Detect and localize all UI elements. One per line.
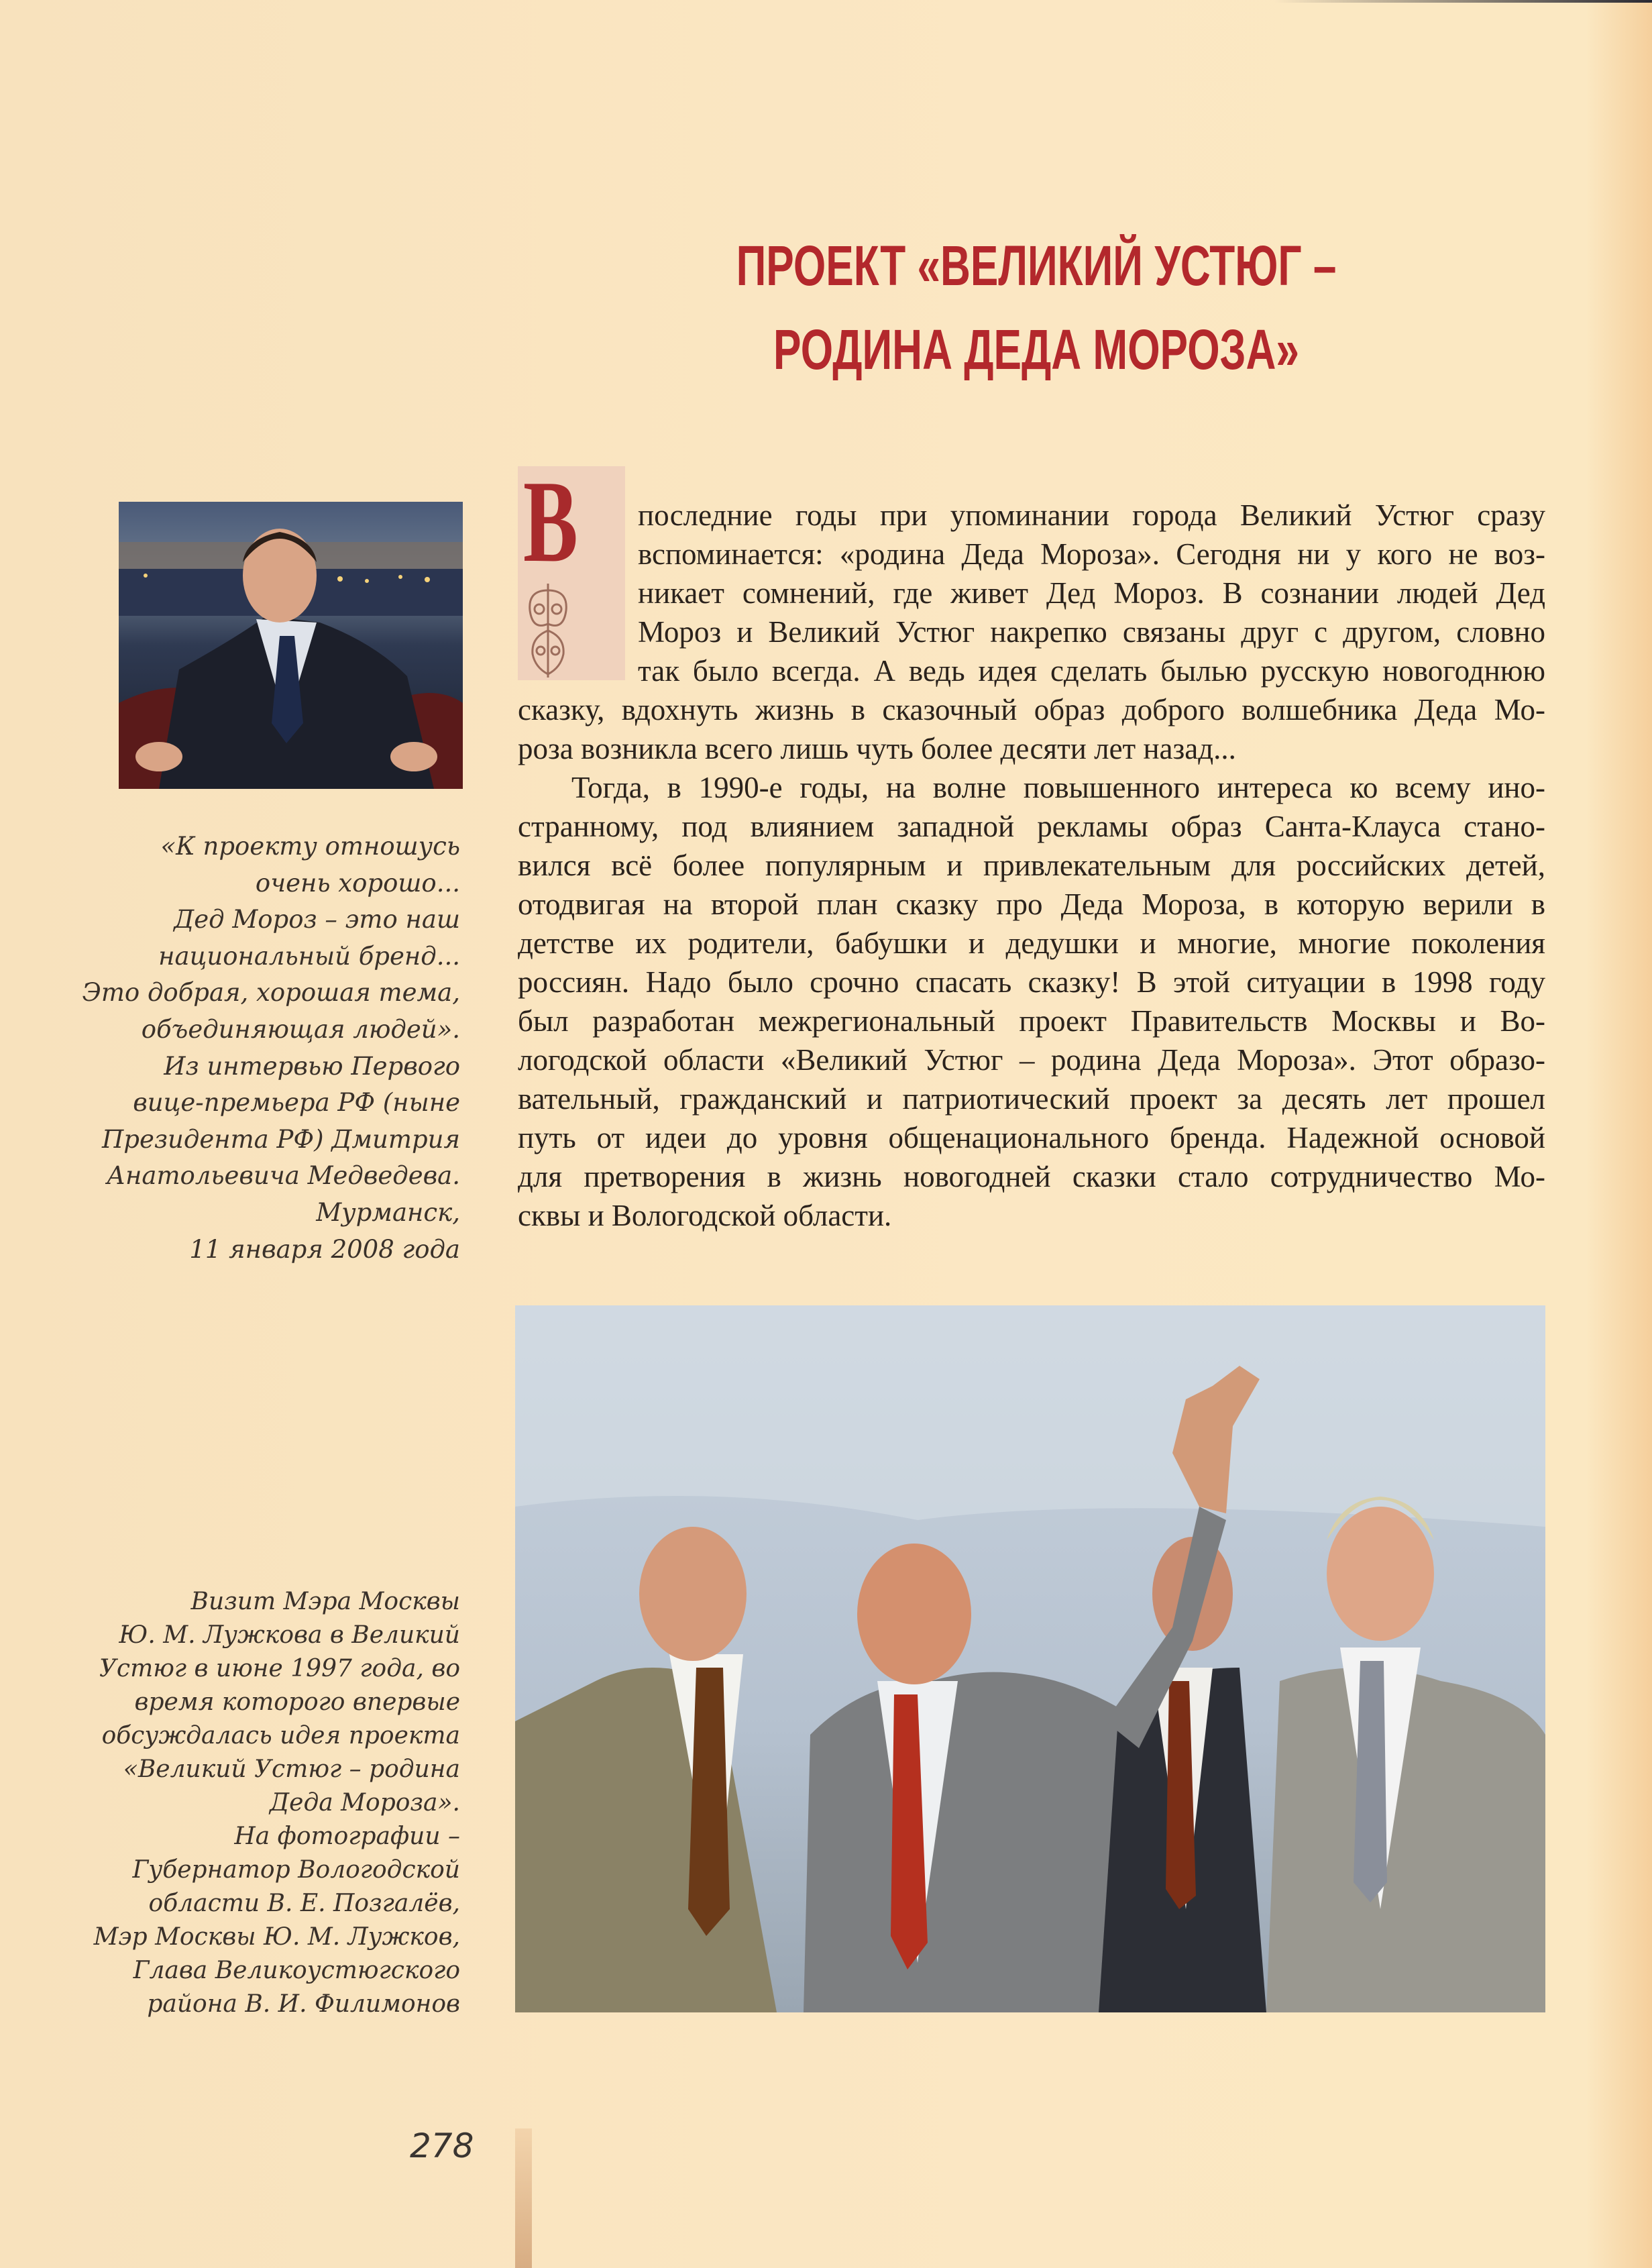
scan-edge: [1274, 0, 1652, 3]
page-number: 278: [410, 2126, 474, 2165]
caption-line: Губернатор Вологодской: [132, 1856, 460, 1884]
body-line: странному, под влиянием западной рекламы образ Санта-Клауса стано-: [518, 810, 1545, 843]
body-line: Мороз и Великий Устюг накрепко связаны друг с другом, словно: [638, 615, 1545, 649]
body-line: для претворения в жизнь новогодней сказки стало сотрудничество Мо-: [518, 1160, 1545, 1193]
caption-line: обсуждалась идея проекта: [101, 1722, 460, 1749]
caption-line: области В. Е. Позгалёв,: [148, 1890, 460, 1917]
body-line: детстве их родители, бабушки и дедушки и многие, многие поколения: [518, 926, 1545, 960]
body-line: путь от идеи до уровня общенационального бренда. Надежной основой: [518, 1121, 1545, 1154]
caption-line: Ю. М. Лужкова в Великий: [119, 1621, 460, 1649]
page-title: [537, 224, 1536, 392]
body-line: был разработан межрегиональный проект Правительств Москвы и Во-: [518, 1004, 1545, 1038]
photo-caption: [94, 1585, 460, 2021]
body-line: сказку, вдохнуть жизнь в сказочный образ доброго волшебника Деда Мо-: [518, 693, 1545, 726]
caption-line: «Великий Устюг – родина: [123, 1756, 460, 1783]
caption-line: Глава Великоустюгского: [133, 1957, 460, 1984]
quote-line: национальный бренд...: [158, 941, 460, 971]
quote-line: Это добрая, хорошая тема,: [82, 978, 460, 1008]
title-line-2: РОДИНА ДЕДА МОРОЗА»: [773, 318, 1299, 381]
body-line: вился всё более популярным и привлекательным для российских детей,: [518, 849, 1545, 882]
quote-line: Из интервью Первого: [164, 1051, 460, 1081]
body-line: вательный, гражданский и патриотический проект за десять лет прошел: [518, 1082, 1545, 1116]
body-line: вспоминается: «родина Деда Мороза». Сегодня ни у кого не воз-: [638, 537, 1545, 571]
quote-line: Мурманск,: [316, 1197, 460, 1227]
article-body: [518, 496, 1545, 1235]
title-line-1: ПРОЕКТ «ВЕЛИКИЙ УСТЮГ –: [736, 234, 1337, 297]
caption-line: Визит Мэра Москвы: [190, 1588, 460, 1615]
caption-line: время которого впервые: [134, 1688, 460, 1716]
body-line: так было всегда. А ведь идея сделать былью русскую новогоднюю: [638, 654, 1545, 688]
body-line: сквы и Вологодской области.: [518, 1199, 892, 1232]
quote-line: очень хорошо...: [255, 868, 460, 898]
medvedev-photo: [119, 502, 463, 789]
caption-line: района В. И. Филимонов: [147, 1990, 460, 2018]
quote-line: «К проекту отношусь: [160, 832, 460, 861]
body-line: отодвигая на второй план сказку про Деда Мороза, в которую верили в: [518, 887, 1545, 921]
body-line: логодской области «Великий Устюг – родина Деда Мороза». Этот образо-: [518, 1043, 1545, 1077]
quote-line: Анатольевича Медведева.: [107, 1161, 460, 1191]
body-line: никает сомнений, где живет Дед Мороз. В сознании людей Дед: [638, 576, 1545, 610]
decorative-strip: [515, 2128, 532, 2268]
quote-line: вице-премьера РФ (ныне: [133, 1088, 460, 1118]
body-line: роза возникла всего лишь чуть более десяти лет назад...: [518, 732, 1236, 765]
body-line: Тогда, в 1990-е годы, на волне повышенного интереса ко всему ино-: [571, 771, 1545, 804]
caption-line: Деда Мороза».: [269, 1789, 460, 1817]
quote-line: 11 января 2008 года: [189, 1234, 460, 1264]
quote-line: Дед Мороз – это наш: [174, 905, 460, 934]
body-line: последние годы при упоминании города Великий Устюг сразу: [638, 498, 1545, 532]
quote-line: объединяющая людей».: [141, 1014, 460, 1044]
caption-line: Устюг в июне 1997 года, во: [99, 1655, 460, 1682]
caption-line: На фотографии –: [234, 1823, 460, 1850]
quote-line: Президента РФ) Дмитрия: [102, 1124, 460, 1154]
medvedev-quote: [82, 828, 460, 1268]
body-line: россиян. Надо было срочно спасать сказку! В этой ситуации в 1998 году: [518, 965, 1545, 999]
drop-cap-letter: В: [523, 456, 578, 586]
caption-line: Мэр Москвы Ю. М. Лужков,: [93, 1923, 460, 1951]
luzhkov-visit-photo: [515, 1305, 1545, 2012]
